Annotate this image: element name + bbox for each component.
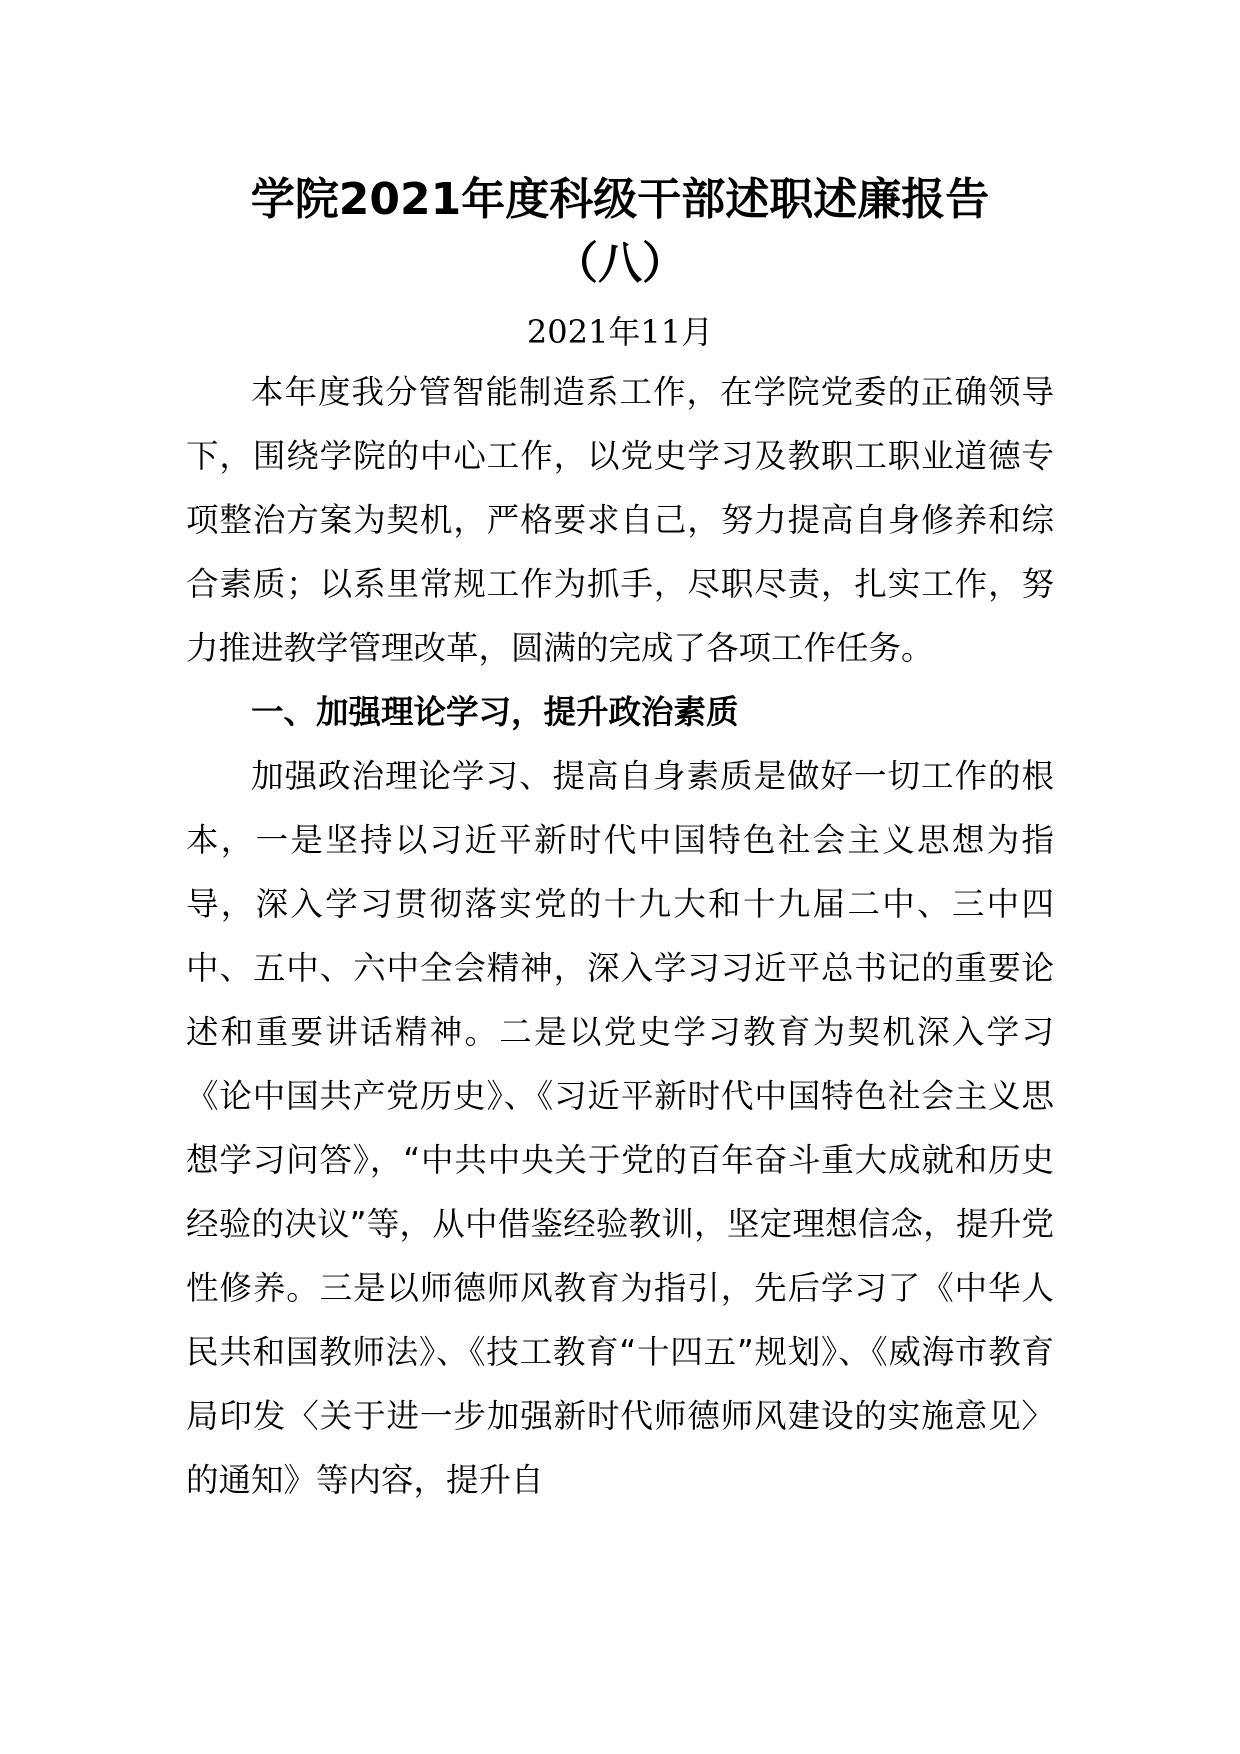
intro-paragraph: 本年度我分管智能制造系工作，在学院党委的正确领导下，围绕学院的中心工作，以党史学习及教职工职业道德专项整治方案为契机，严格要求自己，努力提高自身修养和综合素质；以系里常规工作为抓手，尽职尽责，扎实工作，努力推进教学管理改革，圆满的完成了各项工作任务。 <box>186 373 1054 667</box>
title-line-2: （八） <box>554 238 686 289</box>
title-line-1: 学院2021年度科级干部述职述廉报告 <box>250 174 990 225</box>
document-date: 2021年11月 <box>526 313 714 351</box>
section-1-paragraph: 加强政治理论学习、提高自身素质是做好一切工作的根本，一是坚持以习近平新时代中国特色社会主义思想为指导，深入学习贯彻落实党的十九大和十九届二中、三中四中、五中、六中全会精神，深入学习习近平总书记的重要论述和重要讲话精神。二是以党史学习教育为契机深入学习《论中国共产党历史》、《习近平新时代中国特色社会主义思想学习问答》，“中共中央关于党的百年奋斗重大成就和历史经验的决议”等，从中借鉴经验教训，坚定理想信念，提升党性修养。三是以师德师风教育为指引，先后学习了《中华人民共和国教师法》、《技工教育“十四五”规划》、《威海市教育局印发〈关于进一步加强新时代师德师风建设的实施意见〉的通知》等内容，提升自 <box>186 757 1054 1499</box>
document-title <box>186 168 1054 296</box>
document-content <box>186 168 1054 1512</box>
section-1-heading: 一、加强理论学习，提升政治素质 <box>251 693 739 731</box>
